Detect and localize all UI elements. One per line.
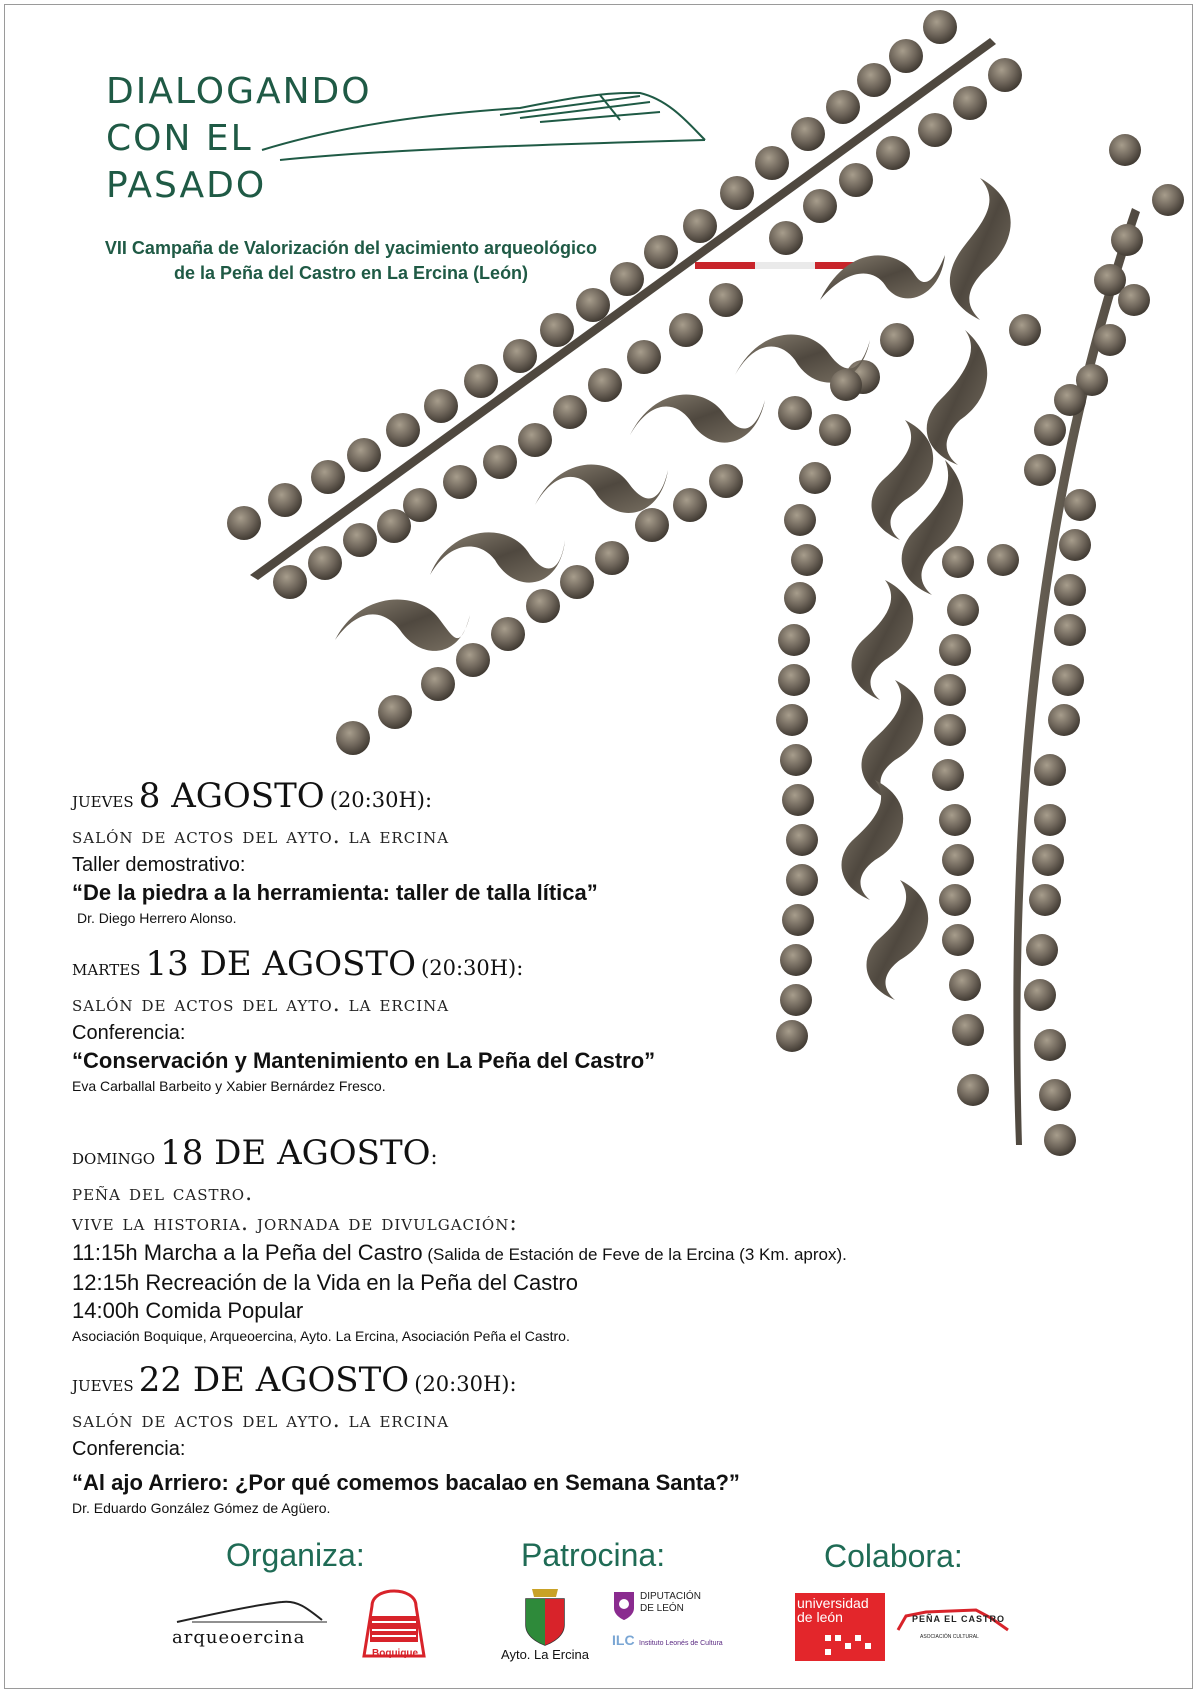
event-place: peña del castro. [72, 1181, 254, 1206]
event-time: : [430, 1145, 438, 1169]
schedule-item [72, 1269, 847, 1297]
patrocina-label: Patrocina: [521, 1537, 666, 1573]
event-type: Taller demostrativo: [72, 854, 246, 876]
pena-castro-subtext: ASOCIACIÓN CULTURAL [920, 1634, 979, 1640]
ule-line-2: de león [797, 1609, 843, 1625]
ule-line-1: universidad [797, 1595, 869, 1611]
event-date: 8 AGOSTO [138, 776, 325, 816]
event-18-august [72, 1133, 847, 1347]
pena-castro-text: PEÑA EL CASTRO [912, 1614, 1006, 1624]
title-line-3: PASADO [106, 165, 267, 206]
event-heading [72, 1133, 847, 1179]
diputacion-text [640, 1591, 701, 1615]
circle-row-bottom [336, 323, 914, 755]
ilc-icon: ILC [612, 1632, 635, 1648]
ayto-la-ercina-logo [490, 1585, 600, 1667]
poster-subtitle [86, 236, 616, 286]
event-time: (20:30H): [414, 1372, 517, 1396]
title-line-2: CON EL [106, 118, 253, 159]
event-type: Conferencia: [72, 1438, 186, 1460]
ayto-caption: Ayto. La Ercina [501, 1647, 589, 1662]
schedule-item [72, 1297, 847, 1325]
event-activity: vive la historia. jornada de divulgación: [72, 1211, 518, 1236]
event-time: (20:30H): [421, 956, 524, 980]
circle-column-middle [932, 546, 989, 1106]
event-8-august [72, 776, 598, 928]
organiza-label: Organiza: [226, 1537, 365, 1573]
event-date: 18 DE AGOSTO [160, 1133, 431, 1173]
event-talk-title: “Conservación y Mantenimiento en La Peña del Castro” [72, 1048, 656, 1073]
boquique-text: Boquique [372, 1648, 419, 1659]
schedule-text: 11:15h Marcha a la Peña del Castro [72, 1240, 423, 1265]
schedule-text: 14:00h Comida Popular [72, 1298, 304, 1323]
instituto-text: Instituto Leonés de Cultura [639, 1640, 723, 1647]
schedule-text: 12:15h Recreación de la Vida en la Peña del Castro [72, 1270, 578, 1295]
event-22-august [72, 1360, 740, 1518]
event-speaker: Dr. Diego Herrero Alonso. [77, 910, 237, 926]
arqueoercina-text: arqueoercina [172, 1627, 306, 1648]
event-date: 13 DE AGOSTO [145, 944, 416, 984]
event-heading [72, 944, 655, 990]
event-heading [72, 1360, 740, 1406]
event-day: martes [72, 956, 141, 981]
circle-column-left [776, 369, 862, 1052]
arqueoercina-logo [172, 1598, 332, 1648]
diputacion-line-1: DIPUTACIÓN [640, 1591, 701, 1602]
ule-pattern-icon [795, 1629, 885, 1659]
boquique-logo [358, 1586, 430, 1666]
schedule-note: (Salida de Estación de Feve de la Ercina (3 Km. aprox). [422, 1245, 847, 1264]
event-talk-title: “De la piedra a la herramienta: taller de talla lítica” [72, 880, 598, 905]
title-line-1: DIALOGANDO [106, 71, 372, 112]
pena-el-castro-logo [896, 1606, 1011, 1646]
event-place: salón de actos del ayto. la ercina [72, 1408, 450, 1433]
event-day: jueves [72, 788, 134, 813]
diputacion-line-2: DE LEÓN [640, 1603, 684, 1614]
subtitle-line-2: de la Peña del Castro en La Ercina (León) [173, 263, 529, 283]
diputacion-leon-logo [612, 1588, 722, 1658]
instituto-leones-logo [612, 1632, 722, 1650]
event-time: (20:30H): [329, 788, 433, 812]
universidad-leon-logo [795, 1593, 885, 1661]
event-speaker: Dr. Eduardo González Gómez de Agüero. [72, 1500, 331, 1516]
event-credits: Asociación Boquique, Arqueoercina, Ayto. La Ercina, Asociación Peña el Castro. [72, 1328, 570, 1344]
event-place: salón de actos del ayto. la ercina [72, 992, 450, 1017]
schedule-item [72, 1239, 847, 1269]
event-speaker: Eva Carballal Barbeito y Xabier Bernárdez Fresco. [72, 1078, 386, 1094]
event-place: salón de actos del ayto. la ercina [72, 824, 450, 849]
mountain-icon [172, 1598, 332, 1626]
event-heading [72, 776, 598, 822]
event-date: 22 DE AGOSTO [138, 1360, 410, 1400]
coat-of-arms-icon [520, 1585, 570, 1647]
colabora-label: Colabora: [824, 1538, 963, 1574]
event-day: jueves [72, 1372, 134, 1397]
ule-text [795, 1593, 885, 1624]
subtitle-line-1: VII Campaña de Valorización del yacimiento arqueológico [104, 238, 598, 258]
event-13-august [72, 944, 655, 1096]
event-type: Conferencia: [72, 1022, 186, 1044]
event-day: domingo [72, 1145, 156, 1170]
lion-shield-icon [612, 1588, 636, 1622]
poster-title [106, 68, 372, 209]
scale-bar [695, 262, 755, 269]
event-talk-title: “Al ajo Arriero: ¿Por qué comemos bacalao en Semana Santa?” [72, 1470, 740, 1495]
